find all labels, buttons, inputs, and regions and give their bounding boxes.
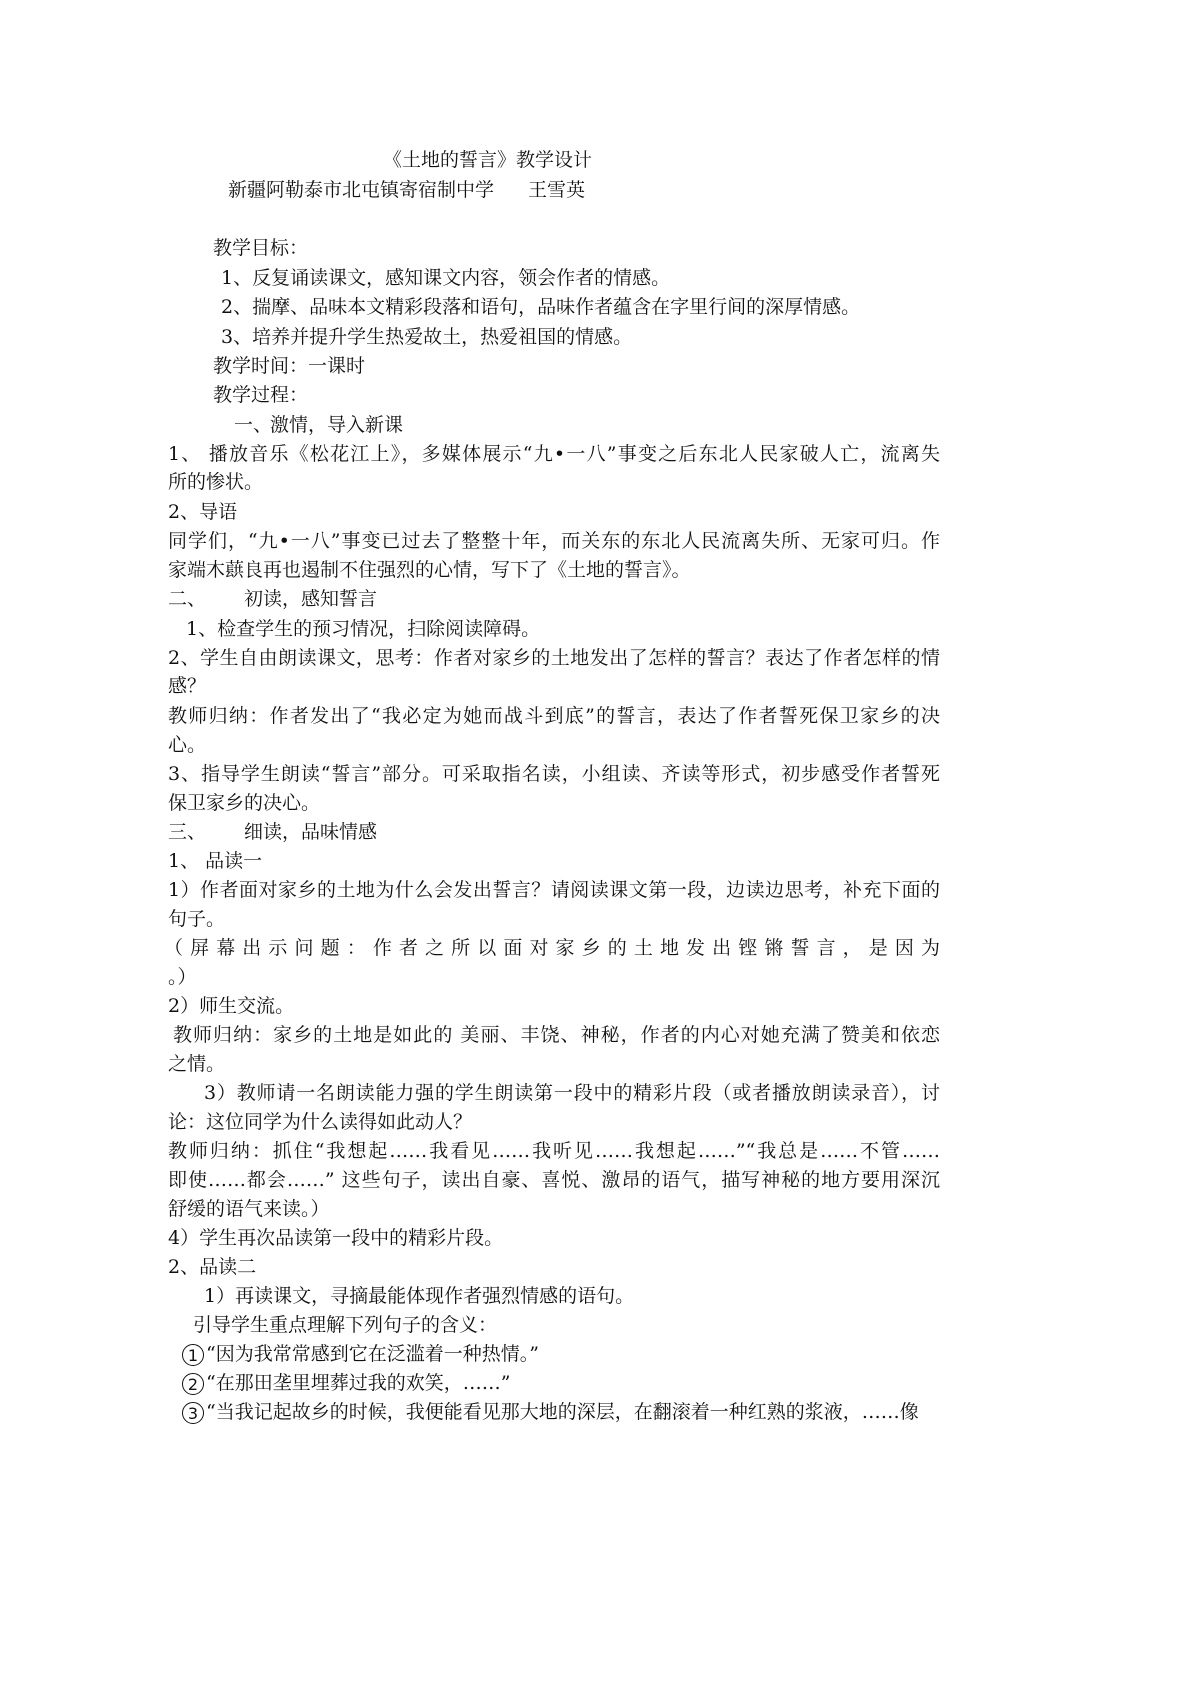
process-heading: 教学过程：: [213, 384, 309, 406]
section-2-number: 二、: [168, 588, 207, 610]
goal-item: 2、揣摩、品味本文精彩段落和语句，品味作者蕴含在字里行间的深厚情感。: [221, 296, 861, 318]
paragraph-line: 所的惨状。: [168, 471, 264, 493]
paragraph-line: 句子。: [168, 908, 226, 930]
paragraph-line: 3）教师请一名朗读能力强的学生朗读第一段中的精彩片段（或者播放朗读录音），讨: [204, 1082, 940, 1104]
paragraph-line: 2）师生交流。: [168, 995, 295, 1017]
quote-item: [182, 1342, 539, 1366]
paragraph-line: 感？: [168, 675, 207, 697]
paragraph-line: 1、检查学生的预习情况，扫除阅读障碍。: [186, 618, 541, 640]
quote-text: “因为我常常感到它在泛滥着一种热情。”: [206, 1343, 539, 1365]
paragraph-line: 2、学生自由朗读课文，思考：作者对家乡的土地发出了怎样的誓言？表达了作者怎样的情: [168, 647, 940, 669]
author-name: 王雪英: [528, 179, 586, 201]
teaching-time: 教学时间：一课时: [213, 355, 366, 377]
screen-prompt-line: 。）: [168, 966, 197, 988]
paragraph-line: 论：这位同学为什么读得如此动人？: [168, 1111, 473, 1133]
paragraph-line: 家端木蕻良再也遏制不住强烈的心情，写下了《土地的誓言》。: [168, 559, 691, 581]
quote-item: [182, 1400, 940, 1424]
paragraph-line: 教师归纳：作者发出了“我必定为她而战斗到底”的誓言，表达了作者誓死保卫家乡的决: [168, 705, 940, 727]
paragraph-line: 舒缓的语气来读。）: [168, 1198, 330, 1220]
subheading: 2、导语: [168, 501, 238, 523]
section-1-title: 激情，导入新课: [270, 414, 404, 436]
goal-item: 3、培养并提升学生热爱故土，热爱祖国的情感。: [221, 326, 633, 348]
paragraph-line: 之情。: [168, 1053, 226, 1075]
paragraph-line: 教师归纳：家乡的土地是如此的 美丽、丰饶、神秘，作者的内心对她充满了赞美和依恋: [173, 1024, 940, 1046]
paragraph-line: 即使……都会……” 这些句子，读出自豪、喜悦、激昂的语气，描写神秘的地方要用深沉: [168, 1169, 940, 1191]
paragraph-line: 心。: [168, 734, 207, 756]
goal-item: 1、反复诵读课文，感知课文内容，领会作者的情感。: [221, 267, 671, 289]
section-3-title: 细读，品味情感: [244, 821, 378, 843]
paragraph-line: 1）再读课文，寻摘最能体现作者强烈情感的语句。: [204, 1285, 635, 1307]
author-school: 新疆阿勒泰市北屯镇寄宿制中学: [228, 179, 495, 201]
section-1-number: 一、: [234, 414, 273, 436]
document-title: 《土地的誓言》教学设计: [383, 149, 593, 171]
section-2-title: 初读，感知誓言: [244, 588, 378, 610]
paragraph-line: 1）作者面对家乡的土地为什么会发出誓言？请阅读课文第一段，边读边思考，补充下面的: [168, 879, 940, 901]
section-3-number: 三、: [168, 821, 207, 843]
screen-prompt-line: （屏幕出示问题：作者之所以面对家乡的土地发出铿锵誓言，是因为: [164, 937, 940, 959]
quote-text: “在那田垄里埋葬过我的欢笑，……”: [206, 1372, 511, 1394]
paragraph-line: 引导学生重点理解下列句子的含义：: [193, 1314, 498, 1336]
paragraph-line: 3、指导学生朗读“誓言”部分。可采取指名读，小组读、齐读等形式，初步感受作者誓死: [168, 763, 940, 785]
paragraph-line: 教师归纳：抓住“我想起……我看见……我听见……我想起……”“我总是……不管……: [168, 1140, 940, 1162]
circled-number-3-icon: 3: [182, 1402, 204, 1424]
paragraph-line: 保卫家乡的决心。: [168, 792, 321, 814]
paragraph-line: 4）学生再次品读第一段中的精彩片段。: [168, 1227, 504, 1249]
paragraph-line: 同学们，“九•一八”事变已过去了整整十年，而关东的东北人民流离失所、无家可归。作: [168, 530, 940, 552]
quote-text: “当我记起故乡的时候，我便能看见那大地的深层，在翻滚着一种红熟的浆液，……像: [206, 1401, 919, 1423]
subheading: 1、 品读一: [168, 850, 263, 872]
quote-item: [182, 1371, 510, 1395]
circled-number-1-icon: 1: [182, 1344, 204, 1366]
goals-heading: 教学目标：: [213, 237, 309, 259]
subheading: 2、品读二: [168, 1256, 257, 1278]
circled-number-2-icon: 2: [182, 1373, 204, 1395]
paragraph-line: 1、 播放音乐《松花江上》，多媒体展示“九•一八”事变之后东北人民家破人亡，流离失: [168, 443, 940, 465]
